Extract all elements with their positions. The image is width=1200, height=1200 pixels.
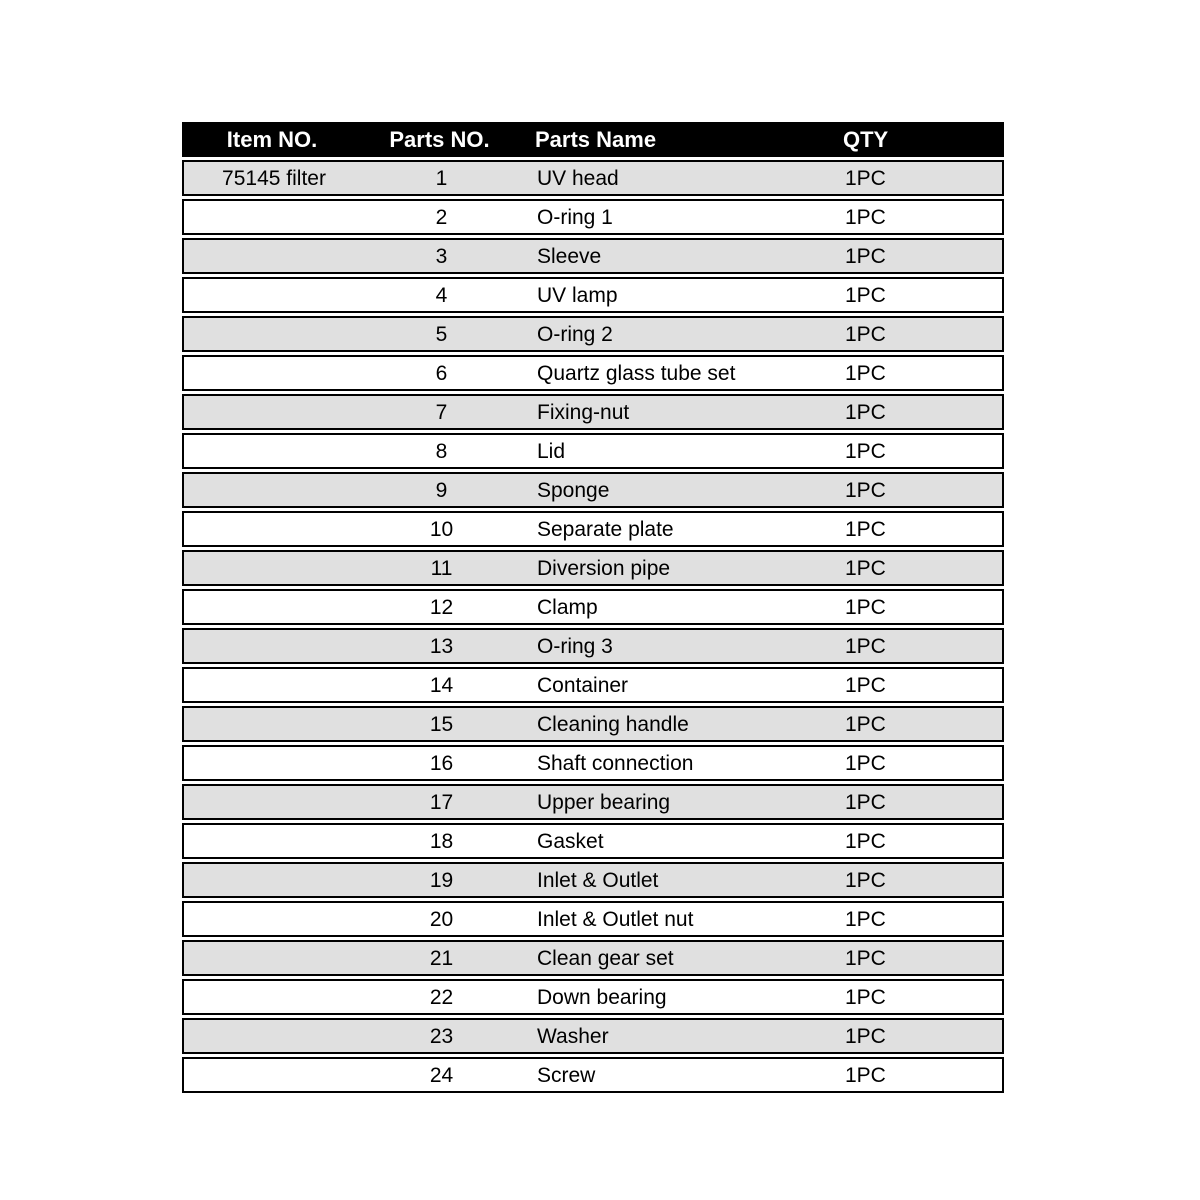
parts-no-cell: 23	[429, 1024, 454, 1048]
parts-name-cell: Washer	[537, 1024, 609, 1048]
table-row	[182, 160, 1004, 196]
qty-cell: 1PC	[845, 439, 886, 463]
qty-cell: 1PC	[845, 517, 886, 541]
parts-name-cell: Cleaning handle	[537, 712, 689, 736]
header-qty: QTY	[843, 127, 889, 152]
header-parts-name: Parts Name	[535, 127, 657, 152]
table-row	[182, 667, 1004, 703]
table-row	[182, 433, 1004, 469]
qty-cell: 1PC	[845, 244, 886, 268]
qty-cell: 1PC	[845, 673, 886, 697]
qty-cell: 1PC	[845, 283, 886, 307]
header-parts-no: Parts NO.	[389, 127, 490, 152]
table-row	[182, 394, 1004, 430]
parts-no-cell: 14	[429, 673, 454, 697]
parts-name-cell: Fixing-nut	[537, 400, 630, 424]
table-row	[182, 862, 1004, 898]
qty-cell: 1PC	[845, 1024, 886, 1048]
parts-no-cell: 15	[429, 712, 454, 736]
parts-name-cell: Gasket	[537, 829, 604, 853]
parts-name-cell: Sponge	[537, 478, 610, 502]
table-row	[182, 979, 1004, 1015]
qty-cell: 1PC	[845, 556, 886, 580]
parts-no-cell: 17	[429, 790, 454, 814]
table-row	[182, 745, 1004, 781]
parts-no-cell: 18	[429, 829, 454, 853]
qty-cell: 1PC	[845, 712, 886, 736]
parts-name-cell: UV lamp	[537, 283, 618, 307]
table-row	[182, 199, 1004, 235]
table-row	[182, 1018, 1004, 1054]
qty-cell: 1PC	[845, 595, 886, 619]
parts-no-cell: 10	[429, 517, 454, 541]
qty-cell: 1PC	[845, 868, 886, 892]
qty-cell: 1PC	[845, 907, 886, 931]
parts-no-cell: 16	[429, 751, 454, 775]
table-row	[182, 511, 1004, 547]
parts-no-cell: 2	[435, 205, 448, 229]
table-row	[182, 628, 1004, 664]
parts-no-cell: 24	[429, 1063, 454, 1087]
parts-no-cell: 4	[435, 283, 448, 307]
parts-no-cell: 1	[435, 166, 448, 190]
parts-name-cell: Inlet & Outlet nut	[537, 907, 694, 931]
qty-cell: 1PC	[845, 205, 886, 229]
table-row	[182, 238, 1004, 274]
qty-cell: 1PC	[845, 322, 886, 346]
parts-name-cell: Shaft connection	[537, 751, 694, 775]
parts-name-cell: Down bearing	[537, 985, 667, 1009]
parts-no-cell: 7	[435, 400, 448, 424]
table-row	[182, 355, 1004, 391]
table-row	[182, 277, 1004, 313]
parts-name-cell: Separate plate	[537, 517, 674, 541]
parts-no-cell: 20	[429, 907, 454, 931]
table-row	[182, 316, 1004, 352]
parts-name-cell: Upper bearing	[537, 790, 671, 814]
qty-cell: 1PC	[845, 985, 886, 1009]
table-row	[182, 706, 1004, 742]
table-row	[182, 589, 1004, 625]
parts-no-cell: 19	[429, 868, 454, 892]
parts-name-cell: O-ring 2	[537, 322, 613, 346]
parts-name-cell: Lid	[537, 439, 566, 463]
header-item-no: Item NO.	[226, 127, 318, 152]
parts-name-cell: O-ring 1	[537, 205, 613, 229]
qty-cell: 1PC	[845, 400, 886, 424]
parts-list-table	[182, 122, 1004, 1093]
qty-cell: 1PC	[845, 478, 886, 502]
parts-name-cell: Quartz glass tube set	[537, 361, 736, 385]
table-row	[182, 901, 1004, 937]
table-row	[182, 550, 1004, 586]
parts-name-cell: O-ring 3	[537, 634, 613, 658]
qty-cell: 1PC	[845, 166, 886, 190]
table-row	[182, 1057, 1004, 1093]
table-row	[182, 823, 1004, 859]
item-no-cell: 75145 filter	[222, 166, 326, 190]
parts-no-cell: 13	[429, 634, 454, 658]
table-header-row	[182, 122, 1004, 157]
parts-no-cell: 9	[435, 478, 448, 502]
parts-table-body	[182, 160, 1004, 1093]
table-row	[182, 940, 1004, 976]
parts-name-cell: Container	[537, 673, 629, 697]
qty-cell: 1PC	[845, 751, 886, 775]
parts-name-cell: Clamp	[537, 595, 598, 619]
qty-cell: 1PC	[845, 361, 886, 385]
table-row	[182, 784, 1004, 820]
parts-name-cell: UV head	[537, 166, 619, 190]
qty-cell: 1PC	[845, 829, 886, 853]
qty-cell: 1PC	[845, 946, 886, 970]
parts-no-cell: 5	[435, 322, 448, 346]
parts-name-cell: Inlet & Outlet	[537, 868, 659, 892]
qty-cell: 1PC	[845, 790, 886, 814]
parts-name-cell: Screw	[537, 1063, 596, 1087]
parts-name-cell: Diversion pipe	[537, 556, 671, 580]
parts-no-cell: 8	[435, 439, 448, 463]
qty-cell: 1PC	[845, 1063, 886, 1087]
parts-no-cell: 22	[429, 985, 454, 1009]
table-row	[182, 472, 1004, 508]
parts-no-cell: 12	[429, 595, 454, 619]
parts-no-cell: 21	[429, 946, 454, 970]
parts-name-cell: Sleeve	[537, 244, 602, 268]
parts-no-cell: 3	[435, 244, 448, 268]
parts-no-cell: 6	[435, 361, 448, 385]
parts-name-cell: Clean gear set	[537, 946, 674, 970]
parts-no-cell: 11	[430, 556, 453, 580]
qty-cell: 1PC	[845, 634, 886, 658]
